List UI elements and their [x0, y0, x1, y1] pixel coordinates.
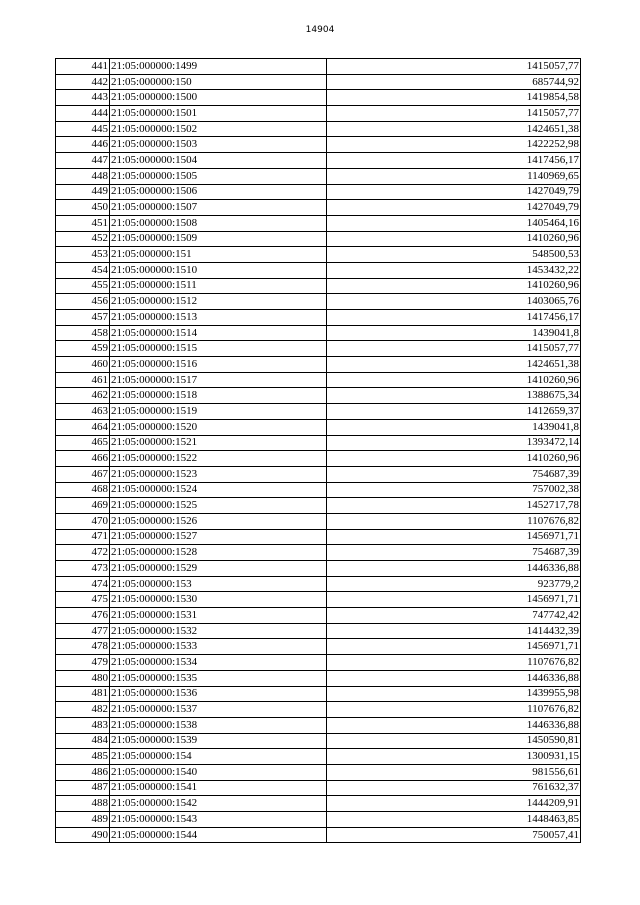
row-number-cell: 476	[56, 608, 110, 624]
cadastral-value-cell: 761632,37	[327, 780, 581, 796]
cadastral-value-cell: 1446336,88	[327, 717, 581, 733]
table-row	[56, 513, 581, 529]
row-number-cell: 459	[56, 341, 110, 357]
table-row	[56, 74, 581, 90]
cadastral-value-cell: 1414432,39	[327, 623, 581, 639]
row-number-cell: 489	[56, 812, 110, 828]
cadastral-value-cell: 1417456,17	[327, 153, 581, 169]
registry-table-body	[56, 59, 581, 843]
table-row	[56, 733, 581, 749]
cadastral-number-cell: 21:05:000000:1535	[110, 670, 327, 686]
table-row	[56, 545, 581, 561]
table-row	[56, 310, 581, 326]
row-number-cell: 485	[56, 749, 110, 765]
cadastral-number-cell: 21:05:000000:1536	[110, 686, 327, 702]
row-number-cell: 449	[56, 184, 110, 200]
cadastral-value-cell: 1107676,82	[327, 655, 581, 671]
cadastral-number-cell: 21:05:000000:150	[110, 74, 327, 90]
table-row	[56, 357, 581, 373]
cadastral-number-cell: 21:05:000000:1542	[110, 796, 327, 812]
table-row	[56, 780, 581, 796]
row-number-cell: 443	[56, 90, 110, 106]
row-number-cell: 444	[56, 106, 110, 122]
cadastral-value-cell: 1403065,76	[327, 294, 581, 310]
cadastral-number-cell: 21:05:000000:1525	[110, 498, 327, 514]
cadastral-value-cell: 1427049,79	[327, 200, 581, 216]
table-row	[56, 106, 581, 122]
cadastral-value-cell: 1410260,96	[327, 372, 581, 388]
row-number-cell: 490	[56, 827, 110, 843]
cadastral-number-cell: 21:05:000000:153	[110, 576, 327, 592]
table-row	[56, 608, 581, 624]
cadastral-number-cell: 21:05:000000:1501	[110, 106, 327, 122]
cadastral-number-cell: 21:05:000000:1503	[110, 137, 327, 153]
cadastral-value-cell: 1446336,88	[327, 670, 581, 686]
cadastral-value-cell: 754687,39	[327, 466, 581, 482]
cadastral-number-cell: 21:05:000000:1510	[110, 262, 327, 278]
cadastral-value-cell: 757002,38	[327, 482, 581, 498]
cadastral-value-cell: 1456971,71	[327, 639, 581, 655]
row-number-cell: 481	[56, 686, 110, 702]
cadastral-number-cell: 21:05:000000:1523	[110, 466, 327, 482]
cadastral-value-cell: 1450590,81	[327, 733, 581, 749]
table-row	[56, 498, 581, 514]
row-number-cell: 479	[56, 655, 110, 671]
table-row	[56, 686, 581, 702]
row-number-cell: 482	[56, 702, 110, 718]
cadastral-value-cell: 1446336,88	[327, 561, 581, 577]
table-row	[56, 749, 581, 765]
cadastral-value-cell: 1456971,71	[327, 592, 581, 608]
cadastral-value-cell: 1427049,79	[327, 184, 581, 200]
cadastral-number-cell: 21:05:000000:1533	[110, 639, 327, 655]
row-number-cell: 464	[56, 419, 110, 435]
cadastral-number-cell: 21:05:000000:1541	[110, 780, 327, 796]
cadastral-number-cell: 21:05:000000:1509	[110, 231, 327, 247]
cadastral-number-cell: 21:05:000000:1512	[110, 294, 327, 310]
table-row	[56, 655, 581, 671]
row-number-cell: 486	[56, 764, 110, 780]
cadastral-value-cell: 750057,41	[327, 827, 581, 843]
cadastral-number-cell: 21:05:000000:1539	[110, 733, 327, 749]
cadastral-value-cell: 1410260,96	[327, 231, 581, 247]
cadastral-number-cell: 21:05:000000:1511	[110, 278, 327, 294]
table-row	[56, 388, 581, 404]
row-number-cell: 457	[56, 310, 110, 326]
cadastral-number-cell: 21:05:000000:1532	[110, 623, 327, 639]
cadastral-number-cell: 21:05:000000:1540	[110, 764, 327, 780]
cadastral-value-cell: 754687,39	[327, 545, 581, 561]
table-row	[56, 341, 581, 357]
row-number-cell: 455	[56, 278, 110, 294]
table-row	[56, 529, 581, 545]
cadastral-value-cell: 1452717,78	[327, 498, 581, 514]
cadastral-number-cell: 21:05:000000:1534	[110, 655, 327, 671]
cadastral-number-cell: 21:05:000000:1524	[110, 482, 327, 498]
cadastral-number-cell: 21:05:000000:1515	[110, 341, 327, 357]
cadastral-number-cell: 21:05:000000:1517	[110, 372, 327, 388]
cadastral-value-cell: 1439041,8	[327, 325, 581, 341]
row-number-cell: 453	[56, 247, 110, 263]
row-number-cell: 477	[56, 623, 110, 639]
table-row	[56, 200, 581, 216]
cadastral-number-cell: 21:05:000000:1508	[110, 215, 327, 231]
cadastral-number-cell: 21:05:000000:1528	[110, 545, 327, 561]
table-row	[56, 59, 581, 75]
cadastral-number-cell: 21:05:000000:1520	[110, 419, 327, 435]
cadastral-number-cell: 21:05:000000:1513	[110, 310, 327, 326]
cadastral-value-cell: 1417456,17	[327, 310, 581, 326]
cadastral-value-cell: 1388675,34	[327, 388, 581, 404]
cadastral-value-cell: 1444209,91	[327, 796, 581, 812]
table-row	[56, 827, 581, 843]
table-row	[56, 717, 581, 733]
cadastral-value-cell: 1410260,96	[327, 451, 581, 467]
cadastral-number-cell: 21:05:000000:1537	[110, 702, 327, 718]
row-number-cell: 470	[56, 513, 110, 529]
table-row	[56, 184, 581, 200]
table-row	[56, 90, 581, 106]
cadastral-value-cell: 1422252,98	[327, 137, 581, 153]
row-number-cell: 445	[56, 121, 110, 137]
cadastral-number-cell: 21:05:000000:1519	[110, 404, 327, 420]
row-number-cell: 460	[56, 357, 110, 373]
table-row	[56, 294, 581, 310]
cadastral-value-cell: 1439955,98	[327, 686, 581, 702]
row-number-cell: 480	[56, 670, 110, 686]
row-number-cell: 488	[56, 796, 110, 812]
cadastral-number-cell: 21:05:000000:1502	[110, 121, 327, 137]
table-row	[56, 670, 581, 686]
row-number-cell: 458	[56, 325, 110, 341]
cadastral-number-cell: 21:05:000000:1500	[110, 90, 327, 106]
cadastral-value-cell: 1410260,96	[327, 278, 581, 294]
table-row	[56, 121, 581, 137]
cadastral-number-cell: 21:05:000000:1506	[110, 184, 327, 200]
row-number-cell: 450	[56, 200, 110, 216]
table-row	[56, 247, 581, 263]
cadastral-value-cell: 1419854,58	[327, 90, 581, 106]
cadastral-value-cell: 1424651,38	[327, 357, 581, 373]
cadastral-value-cell: 548500,53	[327, 247, 581, 263]
table-row	[56, 153, 581, 169]
cadastral-number-cell: 21:05:000000:151	[110, 247, 327, 263]
cadastral-value-cell: 1415057,77	[327, 59, 581, 75]
row-number-cell: 468	[56, 482, 110, 498]
row-number-cell: 447	[56, 153, 110, 169]
cadastral-number-cell: 21:05:000000:1521	[110, 435, 327, 451]
cadastral-number-cell: 21:05:000000:1526	[110, 513, 327, 529]
row-number-cell: 466	[56, 451, 110, 467]
row-number-cell: 483	[56, 717, 110, 733]
table-row	[56, 215, 581, 231]
table-row	[56, 812, 581, 828]
cadastral-number-cell: 21:05:000000:1543	[110, 812, 327, 828]
row-number-cell: 462	[56, 388, 110, 404]
table-row	[56, 796, 581, 812]
row-number-cell: 448	[56, 168, 110, 184]
row-number-cell: 471	[56, 529, 110, 545]
row-number-cell: 456	[56, 294, 110, 310]
row-number-cell: 465	[56, 435, 110, 451]
cadastral-number-cell: 21:05:000000:1531	[110, 608, 327, 624]
row-number-cell: 461	[56, 372, 110, 388]
table-row	[56, 466, 581, 482]
cadastral-number-cell: 21:05:000000:1518	[110, 388, 327, 404]
row-number-cell: 451	[56, 215, 110, 231]
table-row	[56, 639, 581, 655]
cadastral-number-cell: 21:05:000000:1516	[110, 357, 327, 373]
cadastral-value-cell: 1107676,82	[327, 702, 581, 718]
row-number-cell: 478	[56, 639, 110, 655]
table-row	[56, 482, 581, 498]
cadastral-value-cell: 1405464,16	[327, 215, 581, 231]
table-row	[56, 623, 581, 639]
cadastral-number-cell: 21:05:000000:1522	[110, 451, 327, 467]
cadastral-number-cell: 21:05:000000:1530	[110, 592, 327, 608]
cadastral-value-cell: 1453432,22	[327, 262, 581, 278]
row-number-cell: 473	[56, 561, 110, 577]
cadastral-value-cell: 1448463,85	[327, 812, 581, 828]
table-row	[56, 419, 581, 435]
cadastral-value-cell: 1393472,14	[327, 435, 581, 451]
table-row	[56, 404, 581, 420]
table-row	[56, 262, 581, 278]
row-number-cell: 469	[56, 498, 110, 514]
cadastral-value-cell: 981556,61	[327, 764, 581, 780]
cadastral-value-cell: 1415057,77	[327, 106, 581, 122]
row-number-cell: 446	[56, 137, 110, 153]
table-row	[56, 372, 581, 388]
row-number-cell: 472	[56, 545, 110, 561]
cadastral-number-cell: 21:05:000000:154	[110, 749, 327, 765]
page-number: 14904	[305, 25, 335, 35]
table-row	[56, 137, 581, 153]
row-number-cell: 452	[56, 231, 110, 247]
cadastral-number-cell: 21:05:000000:1499	[110, 59, 327, 75]
cadastral-value-cell: 1140969,65	[327, 168, 581, 184]
cadastral-value-cell: 1300931,15	[327, 749, 581, 765]
table-row	[56, 576, 581, 592]
cadastral-number-cell: 21:05:000000:1529	[110, 561, 327, 577]
table-row	[56, 592, 581, 608]
row-number-cell: 484	[56, 733, 110, 749]
cadastral-value-cell: 1424651,38	[327, 121, 581, 137]
table-row	[56, 451, 581, 467]
registry-table	[55, 58, 581, 843]
row-number-cell: 441	[56, 59, 110, 75]
cadastral-number-cell: 21:05:000000:1514	[110, 325, 327, 341]
cadastral-number-cell: 21:05:000000:1544	[110, 827, 327, 843]
table-row	[56, 278, 581, 294]
table-row	[56, 764, 581, 780]
cadastral-value-cell: 1412659,37	[327, 404, 581, 420]
cadastral-number-cell: 21:05:000000:1505	[110, 168, 327, 184]
cadastral-number-cell: 21:05:000000:1507	[110, 200, 327, 216]
cadastral-value-cell: 685744,92	[327, 74, 581, 90]
cadastral-number-cell: 21:05:000000:1504	[110, 153, 327, 169]
row-number-cell: 463	[56, 404, 110, 420]
cadastral-value-cell: 1107676,82	[327, 513, 581, 529]
table-row	[56, 325, 581, 341]
table-row	[56, 231, 581, 247]
row-number-cell: 474	[56, 576, 110, 592]
table-row	[56, 168, 581, 184]
cadastral-value-cell: 1456971,71	[327, 529, 581, 545]
cadastral-number-cell: 21:05:000000:1538	[110, 717, 327, 733]
cadastral-value-cell: 1439041,8	[327, 419, 581, 435]
row-number-cell: 442	[56, 74, 110, 90]
table-row	[56, 561, 581, 577]
cadastral-value-cell: 747742,42	[327, 608, 581, 624]
cadastral-value-cell: 1415057,77	[327, 341, 581, 357]
row-number-cell: 454	[56, 262, 110, 278]
table-row	[56, 702, 581, 718]
row-number-cell: 475	[56, 592, 110, 608]
row-number-cell: 487	[56, 780, 110, 796]
table-row	[56, 435, 581, 451]
cadastral-value-cell: 923779,2	[327, 576, 581, 592]
cadastral-number-cell: 21:05:000000:1527	[110, 529, 327, 545]
row-number-cell: 467	[56, 466, 110, 482]
